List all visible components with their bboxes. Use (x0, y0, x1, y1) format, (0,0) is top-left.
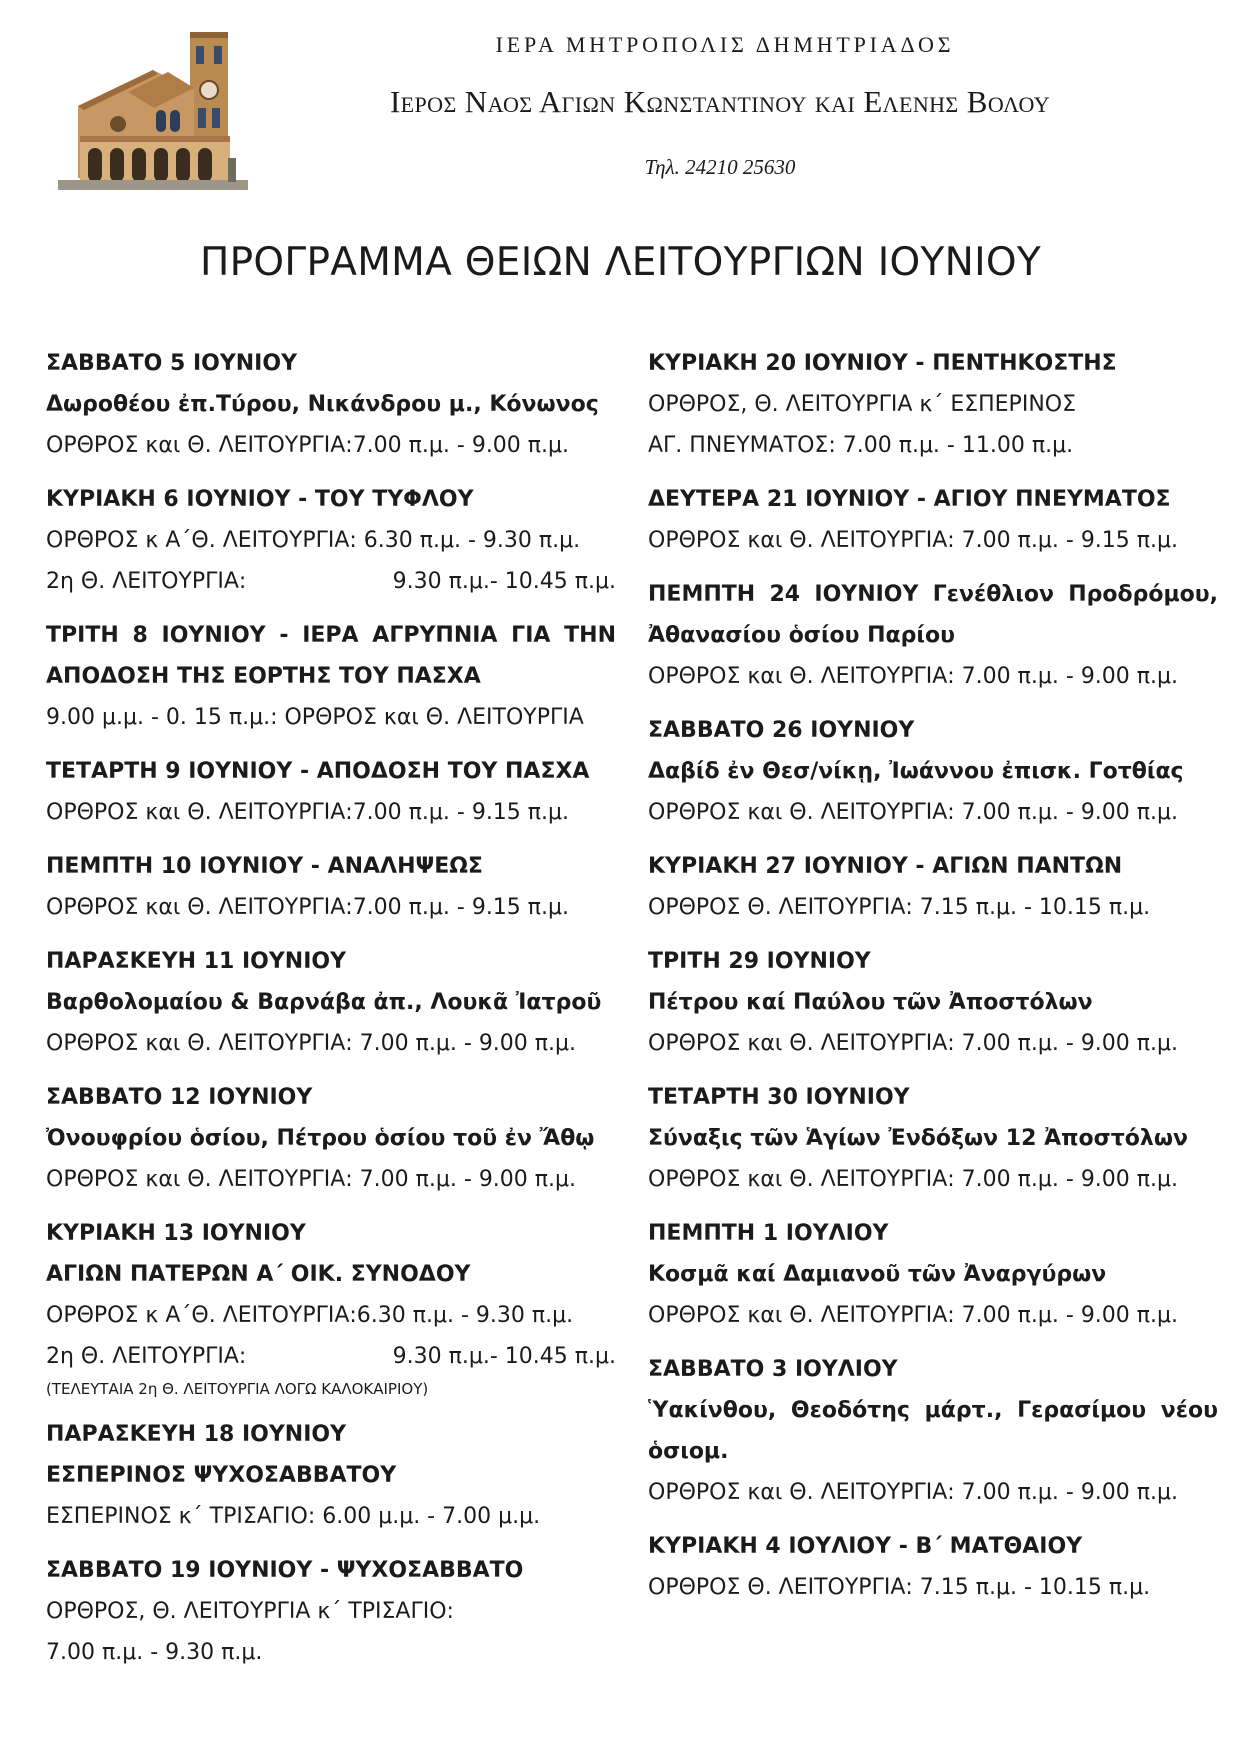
entry-date-heading: ΣΑΒΒΑΤΟ 26 ΙΟΥΝΙΟΥ (648, 718, 915, 743)
schedule-entry (46, 751, 616, 833)
entry-feast-name: ΕΣΠΕΡΙΝΟΣ ΨΥΧΟΣΑΒΒΑΤΟΥ (46, 1463, 397, 1488)
service-time-line: 9.00 μ.μ. - 0. 15 π.μ.: ΟΡΘΡΟΣ και Θ. ΛΕΙΤΟΥΡΓΙΑ (46, 705, 584, 730)
entry-date-heading: ΚΥΡΙΑΚΗ 4 ΙΟΥΛΙΟΥ - Β΄ ΜΑΤΘΑΙΟΥ (648, 1534, 1083, 1559)
service-time-line: ΟΡΘΡΟΣ Θ. ΛΕΙΤΟΥΡΓΙΑ: 7.15 π.μ. - 10.15 π.μ. (648, 1575, 1151, 1600)
entry-feast-name: Πέτρου καί Παύλου τῶν Ἀποστόλων (648, 990, 1093, 1015)
service-time-line: ΟΡΘΡΟΣ και Θ. ΛΕΙΤΟΥΡΓΙΑ:7.00 π.μ. - 9.15 π.μ. (46, 895, 570, 920)
service-time-line: ΟΡΘΡΟΣ και Θ. ΛΕΙΤΟΥΡΓΙΑ: 7.00 π.μ. - 9.00 π.μ. (648, 1480, 1179, 1505)
schedule-entry (648, 343, 1218, 466)
service-time-line: ΟΡΘΡΟΣ και Θ. ΛΕΙΤΟΥΡΓΙΑ: 7.00 π.μ. - 9.00 π.μ. (648, 664, 1179, 689)
service-time-line: ΟΡΘΡΟΣ και Θ. ΛΕΙΤΟΥΡΓΙΑ: 7.00 π.μ. - 9.00 π.μ. (648, 1031, 1179, 1056)
entry-feast-name: Κοσμᾶ καί Δαμιανοῦ τῶν Ἀναργύρων (648, 1262, 1107, 1287)
entry-date-heading: ΚΥΡΙΑΚΗ 27 ΙΟΥΝΙΟΥ - ΑΓΙΩΝ ΠΑΝΤΩΝ (648, 854, 1123, 879)
service-time: 9.30 π.μ.- 10.45 π.μ. (392, 1344, 616, 1369)
church-logo-image (58, 28, 268, 196)
entry-date-heading: ΤΕΤΑΡΤΗ 30 ΙΟΥΝΙΟΥ (648, 1085, 910, 1110)
phone-number: Τηλ. 24210 25630 (644, 155, 796, 179)
entry-date-heading: ΠΑΡΑΣΚΕΥΗ 11 ΙΟΥΝΙΟΥ (46, 949, 347, 974)
entry-feast-name: Ὑακίνθου, Θεοδότης μάρτ., Γερασίμου νέου ὁσιομ. (648, 1398, 1218, 1464)
entry-date-heading: ΠΕΜΠΤΗ 1 ΙΟΥΛΙΟΥ (648, 1221, 889, 1246)
schedule-entry (46, 1077, 616, 1200)
entry-feast-name: Ὀνουφρίου ὁσίου, Πέτρου ὁσίου τοῦ ἐν Ἄθῳ (46, 1126, 595, 1151)
schedule-entry (648, 1526, 1218, 1608)
entry-feast-name: Δαβίδ ἐν Θεσ/νίκῃ, Ἰωάννου ἐπισκ. Γοτθίας (648, 759, 1184, 784)
service-label: 2η Θ. ΛΕΙΤΟΥΡΓΙΑ: (46, 1344, 247, 1369)
entry-date-heading: ΠΕΜΠΤΗ 24 ΙΟΥΝΙΟΥ Γενέθλιον Προδρόμου, Ἀθανασίου ὁσίου Παρίου (648, 582, 1218, 648)
service-time-line: ΟΡΘΡΟΣ κ Α΄Θ. ΛΕΙΤΟΥΡΓΙΑ:6.30 π.μ. - 9.30 π.μ. (46, 1303, 574, 1328)
entry-date-heading: ΣΑΒΒΑΤΟ 5 ΙΟΥΝΙΟΥ (46, 351, 298, 376)
schedule-entry (46, 846, 616, 928)
schedule-entry (648, 941, 1218, 1064)
service-time-line: ΟΡΘΡΟΣ κ Α΄Θ. ΛΕΙΤΟΥΡΓΙΑ: 6.30 π.μ. - 9.30 π.μ. (46, 528, 581, 553)
header (320, 32, 1120, 180)
service-time-line: ΟΡΘΡΟΣ και Θ. ΛΕΙΤΟΥΡΓΙΑ: 7.00 π.μ. - 9.00 π.μ. (648, 800, 1179, 825)
schedule-entry (648, 1077, 1218, 1200)
entry-feast-name: Δωροθέου ἐπ.Τύρου, Νικάνδρου μ., Κόνωνος (46, 392, 599, 417)
church-name: Ιερος Ναος Αγιων Κωνσταντινου και Ελενης Βολου (389, 84, 1051, 119)
entry-date-heading: ΠΕΜΠΤΗ 10 ΙΟΥΝΙΟΥ - ΑΝΑΛΗΨΕΩΣ (46, 854, 483, 879)
schedule-entry (648, 479, 1218, 561)
metropolis-name: ΙΕΡΑ ΜΗΤΡΟΠΟΛΙΣ ΔΗΜΗΤΡΙΑΔΟΣ (495, 32, 955, 57)
schedule-entry (46, 1414, 616, 1537)
service-time-line: ΕΣΠΕΡΙΝΟΣ κ΄ ΤΡΙΣΑΓΙΟ: 6.00 μ.μ. - 7.00 μ.μ. (46, 1504, 541, 1529)
entry-date-heading: ΣΑΒΒΑΤΟ 19 ΙΟΥΝΙΟΥ - ΨΥΧΟΣΑΒΒΑΤΟ (46, 1558, 524, 1583)
schedule-entry (46, 1213, 616, 1401)
entry-feast-name: ΑΓΙΩΝ ΠΑΤΕΡΩΝ Α΄ ΟΙΚ. ΣΥΝΟΔΟΥ (46, 1262, 471, 1287)
service-time-line: ΟΡΘΡΟΣ και Θ. ΛΕΙΤΟΥΡΓΙΑ: 7.00 π.μ. - 9.15 π.μ. (648, 528, 1179, 553)
service-time-line (46, 561, 616, 602)
service-time: 9.30 π.μ.- 10.45 π.μ. (392, 569, 616, 594)
schedule-entry (46, 615, 616, 738)
entry-date-heading: ΤΡΙΤΗ 8 ΙΟΥΝΙΟΥ - ΙΕΡΑ ΑΓΡΥΠΝΙΑ ΓΙΑ ΤΗΝ ΑΠΟΔΟΣΗ ΤΗΣ ΕΟΡΤΗΣ ΤΟΥ ΠΑΣΧΑ (46, 623, 616, 689)
entry-feast-name: Βαρθολομαίου & Βαρνάβα ἀπ., Λουκᾶ Ἰατροῦ (46, 990, 602, 1015)
schedule-entry (46, 343, 616, 466)
schedule-entry (648, 1349, 1218, 1513)
service-time-line: ΑΓ. ΠΝΕΥΜΑΤΟΣ: 7.00 π.μ. - 11.00 π.μ. (648, 433, 1074, 458)
entry-date-heading: ΣΑΒΒΑΤΟ 3 ΙΟΥΛΙΟΥ (648, 1357, 898, 1382)
schedule-left-column (46, 343, 616, 1686)
entry-date-heading: ΤΕΤΑΡΤΗ 9 ΙΟΥΝΙΟΥ - ΑΠΟΔΟΣΗ ΤΟΥ ΠΑΣΧΑ (46, 759, 590, 784)
schedule-entry (46, 479, 616, 602)
schedule-entry (648, 846, 1218, 928)
schedule-entry (648, 1213, 1218, 1336)
service-time-line: ΟΡΘΡΟΣ και Θ. ΛΕΙΤΟΥΡΓΙΑ: 7.00 π.μ. - 9.00 π.μ. (46, 1167, 577, 1192)
page-title: ΠΡΟΓΡΑΜΜΑ ΘΕΙΩΝ ΛΕΙΤΟΥΡΓΙΩΝ ΙΟΥΝΙΟΥ (199, 240, 1042, 285)
entry-date-heading: ΤΡΙΤΗ 29 ΙΟΥΝΙΟΥ (648, 949, 871, 974)
service-time-line: ΟΡΘΡΟΣ και Θ. ΛΕΙΤΟΥΡΓΙΑ:7.00 π.μ. - 9.15 π.μ. (46, 800, 570, 825)
entry-date-heading: ΔΕΥΤΕΡΑ 21 ΙΟΥΝΙΟΥ - ΑΓΙΟΥ ΠΝΕΥΜΑΤΟΣ (648, 487, 1171, 512)
service-time-line: ΟΡΘΡΟΣ και Θ. ΛΕΙΤΟΥΡΓΙΑ: 7.00 π.μ. - 9.00 π.μ. (46, 1031, 577, 1056)
schedule-entry (46, 941, 616, 1064)
entry-date-heading: ΚΥΡΙΑΚΗ 6 ΙΟΥΝΙΟΥ - ΤΟΥ ΤΥΦΛΟΥ (46, 487, 474, 512)
schedule-right-column (648, 343, 1218, 1621)
service-time-line: ΟΡΘΡΟΣ και Θ. ΛΕΙΤΟΥΡΓΙΑ: 7.00 π.μ. - 9.00 π.μ. (648, 1167, 1179, 1192)
service-time-line: ΟΡΘΡΟΣ και Θ. ΛΕΙΤΟΥΡΓΙΑ: 7.00 π.μ. - 9.00 π.μ. (648, 1303, 1179, 1328)
schedule-entry (648, 574, 1218, 697)
entry-date-heading: ΣΑΒΒΑΤΟ 12 ΙΟΥΝΙΟΥ (46, 1085, 313, 1110)
note-text: (ΤΕΛΕΥΤΑΙΑ 2η Θ. ΛΕΙΤΟΥΡΓΙΑ ΛΟΓΩ ΚΑΛΟΚΑΙΡΙΟΥ) (46, 1380, 429, 1398)
schedule-entry (46, 1550, 616, 1673)
schedule-entry (648, 710, 1218, 833)
entry-feast-name: Σύναξις τῶν Ἁγίων Ἐνδόξων 12 Ἀποστόλων (648, 1126, 1188, 1151)
entry-date-heading: ΚΥΡΙΑΚΗ 13 ΙΟΥΝΙΟΥ (46, 1221, 306, 1246)
service-time-line: ΟΡΘΡΟΣ, Θ. ΛΕΙΤΟΥΡΓΙΑ κ΄ ΕΣΠΕΡΙΝΟΣ (648, 392, 1076, 417)
entry-date-heading: ΠΑΡΑΣΚΕΥΗ 18 ΙΟΥΝΙΟΥ (46, 1422, 347, 1447)
service-time-line: 7.00 π.μ. - 9.30 π.μ. (46, 1640, 263, 1665)
service-time-line (46, 1336, 616, 1377)
service-time-line: ΟΡΘΡΟΣ και Θ. ΛΕΙΤΟΥΡΓΙΑ:7.00 π.μ. - 9.00 π.μ. (46, 433, 570, 458)
service-time-line: ΟΡΘΡΟΣ, Θ. ΛΕΙΤΟΥΡΓΙΑ κ΄ ΤΡΙΣΑΓΙΟ: (46, 1599, 454, 1624)
entry-date-heading: ΚΥΡΙΑΚΗ 20 ΙΟΥΝΙΟΥ - ΠΕΝΤΗΚΟΣΤΗΣ (648, 351, 1117, 376)
service-label: 2η Θ. ΛΕΙΤΟΥΡΓΙΑ: (46, 569, 247, 594)
service-time-line: ΟΡΘΡΟΣ Θ. ΛΕΙΤΟΥΡΓΙΑ: 7.15 π.μ. - 10.15 π.μ. (648, 895, 1151, 920)
